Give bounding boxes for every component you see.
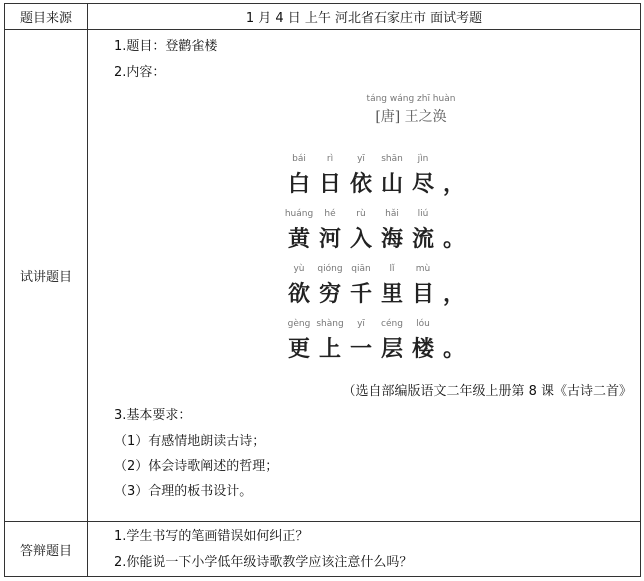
requirement-item: （3）合理的板书设计。 xyxy=(114,484,253,499)
requirements-label: 3.基本要求： xyxy=(114,408,192,423)
poem-pinyin: lǐ xyxy=(389,264,395,274)
trial-content-cell xyxy=(88,30,641,522)
poem-pinyin: hǎi xyxy=(385,209,399,219)
poem-character: 楼 xyxy=(412,336,435,362)
poem-pinyin: yī xyxy=(357,319,365,329)
poem-lines xyxy=(285,154,465,362)
source-value: 1 月 4 日 上午 河北省石家庄市 面试考题 xyxy=(88,4,641,30)
poem-pinyin: yī xyxy=(357,154,365,164)
poem-character: 里 xyxy=(381,281,404,307)
poem-character: 更 xyxy=(288,336,311,362)
poem-character: 海 xyxy=(381,226,404,252)
defense-row xyxy=(5,522,641,577)
topic-line: 1.题目：登鹳雀楼 xyxy=(114,39,218,54)
poem-pinyin: mù xyxy=(415,264,431,274)
trial-row xyxy=(5,30,641,522)
poem-character: 目 xyxy=(412,281,435,307)
poem-character: 千 xyxy=(350,281,373,307)
poem-character: 上 xyxy=(319,336,342,362)
poem-pinyin: qióng xyxy=(317,264,343,274)
poem-character: 河 xyxy=(319,226,342,252)
source-label: 题目来源 xyxy=(5,4,88,30)
poem-character: 日 xyxy=(319,171,342,197)
poem-character: 黄 xyxy=(288,226,311,252)
poem-character: 尽 xyxy=(412,171,435,197)
poem-pinyin: yù xyxy=(293,264,305,274)
poem-character: 一 xyxy=(350,336,373,362)
source-row xyxy=(5,4,641,30)
poem-pinyin: bái xyxy=(292,154,306,164)
poem-pinyin: jìn xyxy=(417,154,429,164)
exam-table xyxy=(4,3,641,577)
poem-pinyin: hé xyxy=(324,209,336,219)
author-pinyin: táng wáng zhī huàn xyxy=(366,94,456,104)
poem-pinyin: rì xyxy=(326,154,334,164)
poem-pinyin: gèng xyxy=(287,319,311,329)
poem-character: 山 xyxy=(381,171,404,197)
poem-character: 。 xyxy=(443,336,466,362)
poem-character: ， xyxy=(443,281,466,307)
trial-label: 试讲题目 xyxy=(5,30,88,522)
poem-character: ， xyxy=(443,171,466,197)
poem-pinyin: rù xyxy=(356,209,366,219)
source-note: （选自部编版语文二年级上册第 8 课《古诗二首》 xyxy=(342,384,632,399)
poem-pinyin: céng xyxy=(381,319,403,329)
poem-pinyin: qiān xyxy=(351,264,371,274)
poem-character: 欲 xyxy=(288,281,311,307)
poem-character: 流 xyxy=(412,226,435,252)
defense-label: 答辩题目 xyxy=(5,522,88,577)
poem-pinyin: shān xyxy=(381,154,403,164)
poem-pinyin: shàng xyxy=(316,319,344,329)
poem-image xyxy=(266,86,516,376)
poem-character: 。 xyxy=(443,226,466,252)
poem-character: 穷 xyxy=(319,281,342,307)
poem-character: 依 xyxy=(350,171,373,197)
requirement-item: （2）体会诗歌阐述的哲理； xyxy=(114,459,279,474)
defense-content-cell xyxy=(88,522,641,577)
requirement-item: （1）有感情地朗读古诗； xyxy=(114,434,266,449)
poem-pinyin: lóu xyxy=(416,319,430,329)
defense-question: 1.学生书写的笔画错误如何纠正？ xyxy=(114,529,309,544)
content-label: 2.内容： xyxy=(114,65,166,80)
defense-question: 2.你能说一下小学低年级诗歌教学应该注意什么吗？ xyxy=(114,555,413,570)
poem-pinyin: huáng xyxy=(284,209,314,219)
poem-character: 层 xyxy=(381,336,404,362)
poem-pinyin: liú xyxy=(417,209,429,219)
poem-character: 入 xyxy=(350,226,373,252)
poem-character: 白 xyxy=(288,171,311,197)
poem-author: [唐] 王之涣 xyxy=(375,109,447,125)
